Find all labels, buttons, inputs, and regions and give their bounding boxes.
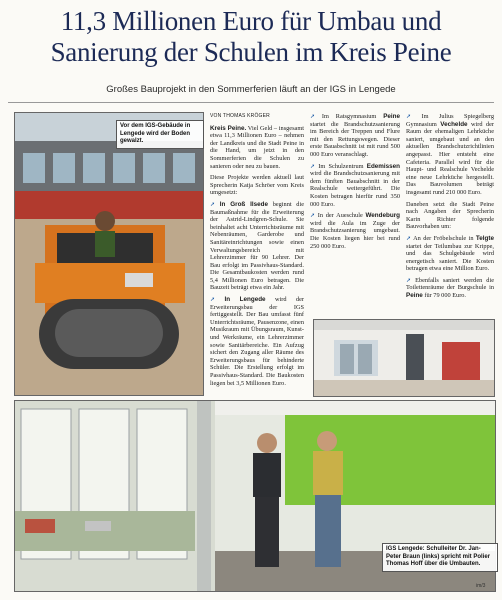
paragraph-text: Ebenfalls saniert werden die Toilettenräume der Burgschule in	[406, 276, 494, 292]
paragraph-text: Im Ratsgymnasium	[321, 113, 384, 120]
arrow-icon: ➚	[210, 296, 216, 304]
headline-line-1: 11,3 Millionen Euro für Umbau und	[60, 6, 442, 36]
subheadline: Großes Bauprojekt in den Sommerferien läuft an der IGS in Lengede	[106, 84, 396, 95]
article-column-1	[210, 113, 304, 391]
paragraph-text: wird die Aula im Zuge der Brandschutzsanierung umgebaut. Die Kosten liegen hier bei rund 250 000 Euro.	[310, 219, 400, 250]
paragraph-lead: Edemissen	[366, 162, 400, 170]
caption-roller: Vor dem IGS-Gebäude in Lengede wird der Boden gewalzt.	[116, 120, 204, 149]
arrow-icon: ➚	[310, 212, 316, 220]
article-column-3	[406, 113, 494, 304]
photo-credit: im/3	[476, 583, 486, 589]
paragraph	[406, 277, 494, 300]
arrow-icon: ➚	[310, 162, 316, 170]
paragraph-lead: In Lengede	[224, 296, 266, 304]
paragraph-text: startet der Teilumbau zur Krippe, und das Schulgebäude wird energetisch saniert. Die Kosten betragen etwa eine Million Euro.	[406, 242, 494, 273]
paragraph	[310, 113, 400, 159]
paragraph	[310, 212, 400, 250]
paragraph-text: Im Schulzentrum	[318, 162, 367, 170]
paragraph-lead: Kreis Peine.	[210, 124, 247, 132]
caption-main: IGS Lengede: Schulleiter Dr. Jan-Peter Braun (links) spricht mit Polier Thomas Hoff über die Umbauten.	[382, 543, 498, 572]
paragraph: Diese Projekte werden aktuell laut Sprecherin Katja Schröer vom Kreis umgesetzt:	[210, 174, 304, 197]
divider	[8, 102, 494, 103]
photo-interior-room	[313, 319, 495, 397]
headline	[0, 6, 502, 68]
paragraph	[210, 125, 304, 171]
paragraph-text: beginnt die Baumaßnahme für die Erweiterung der Astrid-Lindgren-Schule. Sie beinhaltet acht Unterrichtsräume mit Nebenräumen, Garderobe und Sanitäreinrichtungen sowie einen Verwaltungsbereich mit Lehrerzimmer für 90 Lehrer. Der Bau erfolgt im Passivhaus-Standard. Die Gesamtbaukosten werden rund 5,4 Millionen Euro betragen. Die Bauzeit beträgt etwa ein Jahr.	[210, 200, 304, 292]
paragraph: Daneben setzt die Stadt Peine nach Angaben der Sprecherin Karin Richter folgende Bauvorhaben um:	[406, 200, 494, 231]
paragraph-lead: Peine	[383, 113, 400, 120]
interior-room-illustration	[314, 320, 494, 396]
paragraph-text: Viel Geld – insgesamt etwa 11,3 Millionen Euro – nehmen der Landkreis und die Stadt Peine in die Hand, um jetzt in den Sommerferien die Schulen zu sanieren oder neu zu bauen.	[210, 124, 304, 170]
paragraph-text: startet die Brandschutzsanierung im Bereich der Treppen und Flure mit den Rettungswegen. Dieser erste Bauabschnitt ist mit rund 500 000 Euro veranschlagt.	[310, 120, 400, 158]
paragraph-text: wird der Raum der ehemaligen Lehrküche saniert, umgebaut und an den aktuellen Brandschutzrichtlinien angepasst. Hier entsteht eine Cafeteria. Parallel wird für die Haupt- und Realschule Vechelde eine neue Lehrküche hergestellt. Das Bauvolumen beträgt insgesamt rund 210 000 Euro.	[406, 120, 495, 196]
road-roller-illustration	[15, 113, 203, 395]
paragraph-lead: Vechelde	[440, 120, 468, 128]
paragraph	[210, 201, 304, 292]
article-column-2	[310, 113, 400, 254]
paragraph-text: wird der Erweiterungsbau der IGS fertiggestellt. Der Bau umfasst fünf Unterrichtsräume, Pausenzone, einen Musikraum mit Übungsraum, Kunst- und Werkräume, ein Lehrerzimmer sowie Sanitärbereiche. Ein Aufzug sichert den Zugang aller Räume des Erweiterungsbaus für behinderte Schüler. Die Erstellung erfolgt im Passivhaus-Standard. Die Baukosten liegen bei 3,5 Millionen Euro.	[210, 296, 304, 387]
arrow-icon: ➚	[406, 276, 412, 284]
paragraph	[310, 163, 400, 209]
byline: VON THOMAS KRÖGER	[210, 113, 270, 119]
arrow-icon: ➚	[406, 234, 412, 242]
paragraph-text: An der Fröbelschule in	[413, 234, 476, 242]
paragraph	[210, 296, 304, 387]
paragraph-lead: In Groß Ilsede	[219, 200, 268, 208]
paragraph-text: Im Julius Spiegelberg Gymnasium	[406, 113, 494, 128]
paragraph	[406, 235, 494, 273]
arrow-icon: ➚	[406, 113, 412, 120]
paragraph-lead: Peine	[406, 292, 423, 300]
paragraph-text: In der Aueschule	[317, 212, 366, 220]
paragraph-text: wird die Brandschutzsanierung mit dem fünften Bauabschnitt in der Realschule weitergeführt. Die Kosten betragen hierfür rund 350 000 Euro.	[310, 170, 400, 208]
paragraph-lead: Wendeburg	[365, 212, 400, 220]
paragraph-lead: Telgte	[475, 234, 494, 242]
headline-line-2: Sanierung der Schulen im Kreis Peine	[50, 37, 452, 67]
paragraph-text: für 79 000 Euro.	[422, 292, 467, 300]
paragraph	[406, 113, 494, 197]
arrow-icon: ➚	[310, 113, 316, 120]
photo-road-roller	[14, 112, 204, 396]
arrow-icon: ➚	[210, 200, 216, 208]
